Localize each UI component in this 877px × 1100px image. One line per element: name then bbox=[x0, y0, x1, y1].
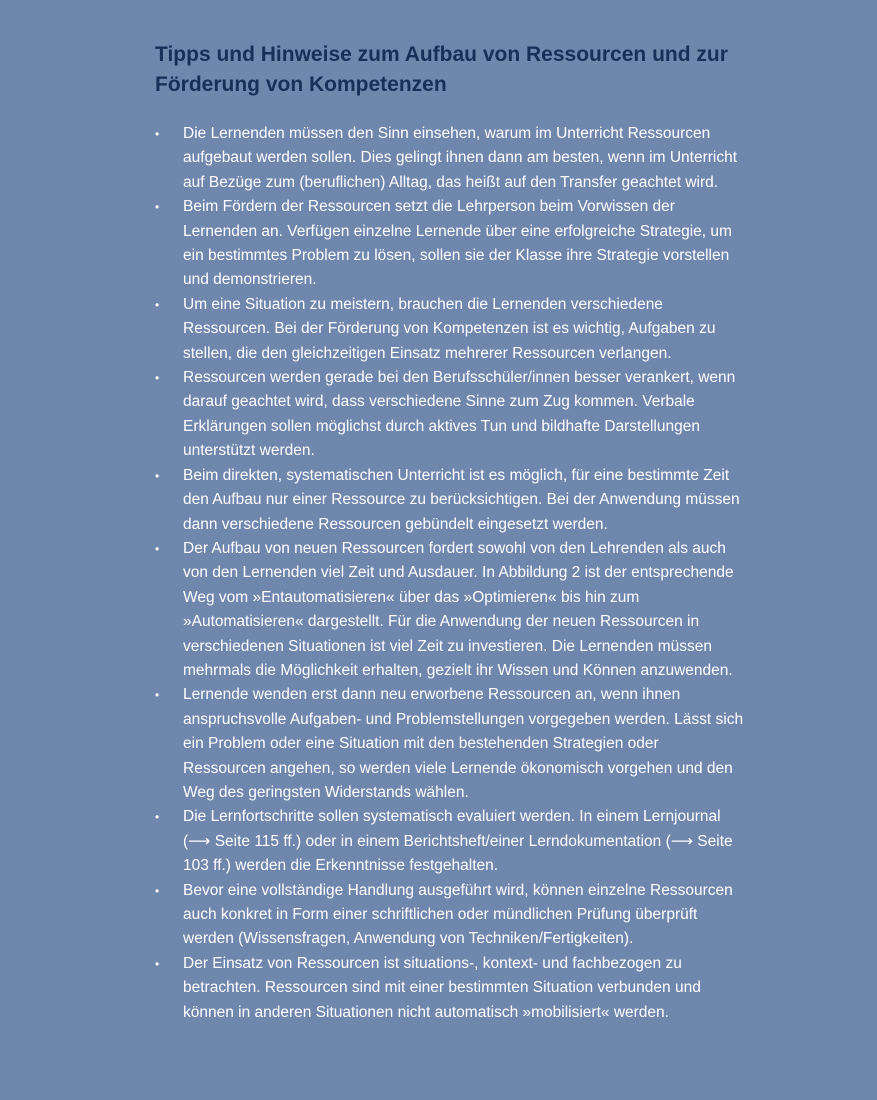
list-item bbox=[155, 122, 745, 195]
bullet-icon: • bbox=[155, 688, 160, 703]
list-item bbox=[155, 879, 745, 952]
list-item bbox=[155, 464, 745, 537]
tip-text: Bevor eine vollständige Handlung ausgeführt wird, können einzelne Ressourcen auch konkret in Form einer schriftlichen oder mündlichen Prüfung überprüft werden (Wissensfragen, Anwendung von Techniken/Fertigkeiten). bbox=[183, 881, 733, 948]
list-item bbox=[155, 293, 745, 366]
list-item bbox=[155, 537, 745, 683]
tip-text: Der Aufbau von neuen Ressourcen fordert sowohl von den Lehrenden als auch von den Lernenden viel Zeit und Ausdauer. In Abbildung 2 ist der entsprechende Weg vom »Entautomatisieren« über das »Optimieren« bis hin zum »Automatisieren« dargestellt. Für die Anwendung der neuen Ressourcen in verschiedenen Situationen ist viel Zeit zu investieren. Die Lernenden müssen mehrmals die Möglichkeit erhalten, gezielt ihr Wissen und Können anzuwenden. bbox=[183, 539, 734, 679]
tip-text: Beim direkten, systematischen Unterricht ist es möglich, für eine bestimmte Zeit den Aufbau nur einer Ressource zu berücksichtigen. Bei der Anwendung müssen dann verschiedene Ressourcen gebündelt eingesetzt werden. bbox=[183, 466, 740, 533]
tip-text: Die Lernfortschritte sollen systematisch evaluiert werden. In einem Lernjournal (⟶ Seite 115 ff.) oder in einem Berichtsheft/einer Lerndokumentation (⟶ Seite 103 ff.) werden die Erkenntnisse festgehalten. bbox=[183, 808, 733, 875]
list-item bbox=[155, 366, 745, 464]
bullet-icon: • bbox=[155, 371, 160, 386]
list-item bbox=[155, 683, 745, 805]
bullet-icon: • bbox=[155, 297, 160, 312]
tip-text: Lernende wenden erst dann neu erworbene Ressourcen an, wenn ihnen anspruchsvolle Aufgaben- und Problemstellungen vorgegeben werden. Lässt sich ein Problem oder eine Situation mit den bestehenden Strategien oder Ressourcen angehen, so werden viele Lernende ökonomisch vorgehen und den Weg des geringsten Widerstands wählen. bbox=[183, 686, 744, 801]
tip-text: Die Lernenden müssen den Sinn einsehen, warum im Unterricht Ressourcen aufgebaut werden sollen. Dies gelingt ihnen dann am besten, wenn im Unterricht auf Bezüge zum (beruflichen) Alltag, das heißt auf den Transfer geachtet wird. bbox=[183, 125, 738, 191]
page-title: Tipps und Hinweise zum Aufbau von Ressourcen und zur Förderung von Kompetenzen bbox=[155, 43, 728, 96]
bullet-icon: • bbox=[155, 883, 160, 898]
bullet-icon: • bbox=[155, 127, 160, 141]
bullet-icon: • bbox=[155, 956, 160, 971]
list-item bbox=[155, 195, 745, 293]
tip-text: Um eine Situation zu meistern, brauchen die Lernenden verschiedene Ressourcen. Bei der Förderung von Kompetenzen ist es wichtig, Aufgaben zu stellen, die den gleichzeitigen Einsatz mehrerer Ressourcen verlangen. bbox=[183, 295, 716, 362]
bullet-icon: • bbox=[155, 541, 160, 556]
tips-list bbox=[155, 122, 745, 1025]
bullet-icon: • bbox=[155, 468, 160, 483]
tip-text: Ressourcen werden gerade bei den Berufsschüler/innen besser verankert, wenn darauf geachtet wird, dass verschiedene Sinne zum Zug kommen. Verbale Erklärungen sollen möglichst durch aktives Tun und bildhafte Darstellungen unterstützt werden. bbox=[183, 369, 736, 460]
list-item bbox=[155, 952, 745, 1025]
tip-text: Der Einsatz von Ressourcen ist situations-, kontext- und fachbezogen zu betrachten. Ressourcen sind mit einer bestimmten Situation verbunden und können in anderen Situationen nicht automatisch »mobilisiert« werden. bbox=[183, 954, 701, 1021]
tip-text: Beim Fördern der Ressourcen setzt die Lehrperson beim Vorwissen der Lernenden an. Verfügen einzelne Lernende über eine erfolgreiche Strategie, um ein bestimmtes Problem zu lösen, sollen sie der Klasse ihre Strategie vorstellen und demonstrieren. bbox=[183, 198, 732, 289]
list-item bbox=[155, 805, 745, 878]
bullet-icon: • bbox=[155, 810, 160, 825]
bullet-icon: • bbox=[155, 200, 160, 215]
